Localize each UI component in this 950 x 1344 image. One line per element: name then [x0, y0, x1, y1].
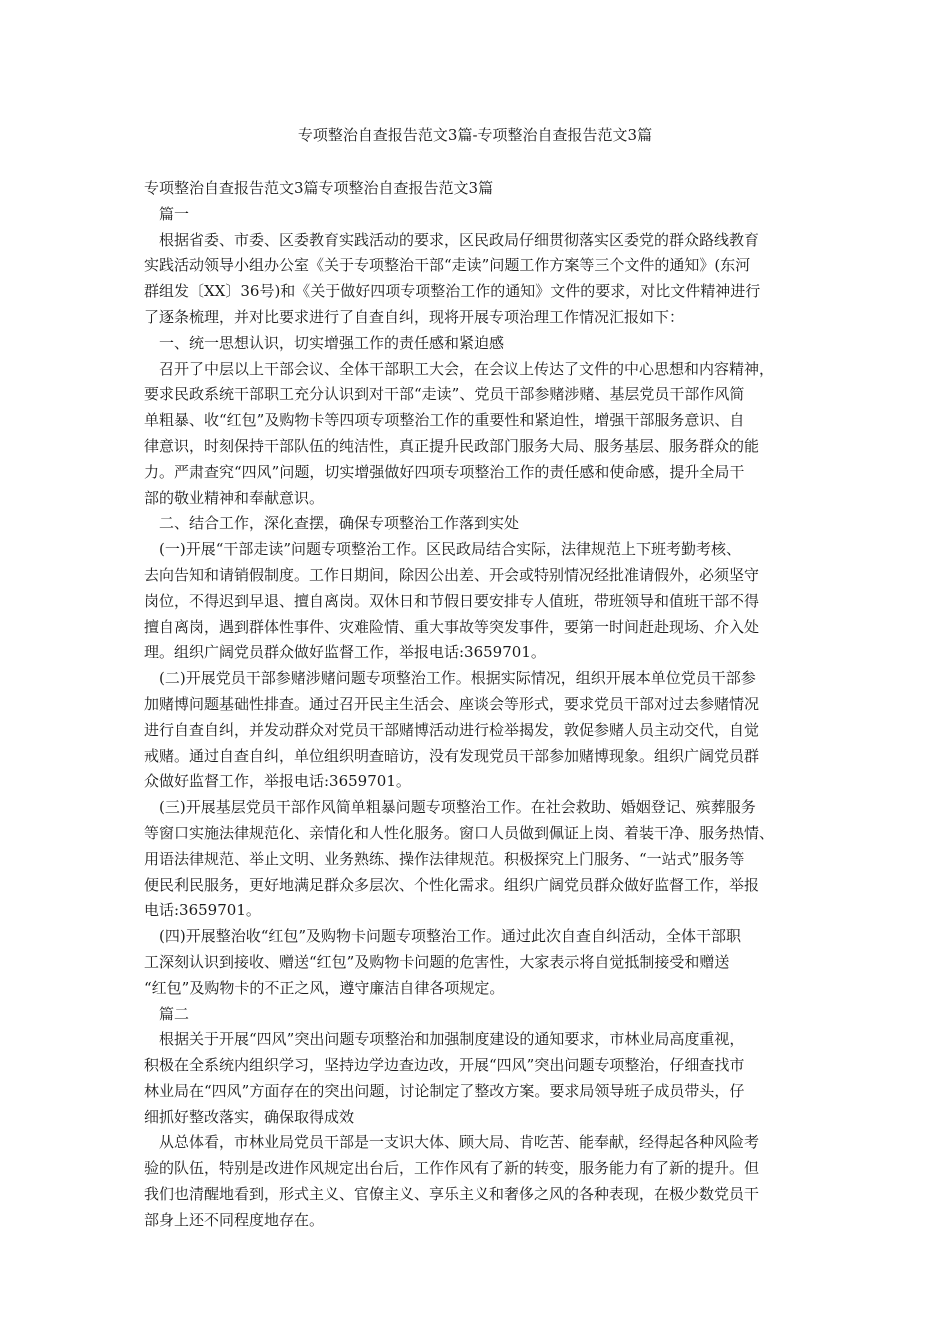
- text-line: 单粗暴、收“红包”及购物卡等四项专项整治工作的重要性和紧迫性，增强干部服务意识、自: [144, 411, 745, 430]
- text-line: 验的队伍，特别是改进作风规定出台后，工作作风有了新的转变，服务能力有了新的提升。但: [144, 1159, 760, 1178]
- text-line: 便民利民服务，更好地满足群众多层次、个性化需求。组织广阔党员群众做好监督工作，举报: [144, 875, 760, 894]
- text-line: 部的敬业精神和奉献意识。: [144, 488, 325, 507]
- text-line: 工深刻认识到接收、赠送“红包”及购物卡问题的危害性，大家表示将自觉抵制接受和赠送: [144, 952, 730, 971]
- text-line: 戒赌。通过自查自纠，单位组织明查暗访，没有发现党员干部参加赌博现象。组织广阔党员群: [144, 746, 760, 765]
- text-line: 律意识，时刻保持干部队伍的纯洁性，真正提升民政部门服务大局、服务基层、服务群众的能: [144, 436, 760, 455]
- text-line: 群组发〔XX〕36号)和《关于做好四项专项整治工作的通知》文件的要求，对比文件精神进行: [144, 282, 761, 301]
- text-line: 进行自查自纠，并发动群众对党员干部赌博活动进行检举揭发，敦促参赌人员主动交代，自觉: [144, 720, 760, 739]
- text-line: (三)开展基层党员干部作风简单粗暴问题专项整治工作。在社会救助、婚姻登记、殡葬服务: [144, 798, 756, 817]
- text-line: 我们也清醒地看到，形式主义、官僚主义、享乐主义和奢侈之风的各种表现，在极少数党员干: [144, 1185, 760, 1204]
- text-line: 理。组织广阔党员群众做好监督工作，举报电话:3659701。: [144, 643, 546, 662]
- text-line: 从总体看，市林业局党员干部是一支识大体、顾大局、肯吃苦、能奉献，经得起各种风险考: [144, 1133, 760, 1152]
- text-line: “红包”及购物卡的不正之风，遵守廉洁自律各项规定。: [144, 978, 505, 997]
- text-line: 用语法律规范、举止文明、业务熟练、操作法律规范。积极探究上门服务、“一站式”服务等: [144, 849, 745, 868]
- text-line: 积极在全系统内组织学习，坚持边学边查边改，开展“四风”突出问题专项整治，仔细查找市: [144, 1056, 745, 1075]
- text-line: 岗位，不得迟到早退、擅自离岗。双休日和节假日要安排专人值班，带班领导和值班干部不得: [144, 591, 760, 610]
- text-line: 去向告知和请销假制度。工作日期间，除因公出差、开会或特别情况经批准请假外，必须坚守: [144, 565, 760, 584]
- text-line: 电话:3659701。: [144, 901, 261, 920]
- text-line: 了逐条梳理，并对比要求进行了自查自纠，现将开展专项治理工作情况汇报如下：: [144, 307, 685, 326]
- text-line: 根据关于开展“四风”突出问题专项整治和加强制度建设的通知要求，市林业局高度重视，: [144, 1030, 745, 1049]
- text-line: (四)开展整治收“红包”及购物卡问题专项整治工作。通过此次自查自纠活动，全体干部职: [144, 927, 742, 946]
- section-heading: 篇一: [144, 204, 190, 223]
- text-line: 实践活动领导小组办公室《关于专项整治干部“走读”问题工作方案等三个文件的通知》(东河: [144, 256, 751, 275]
- document-body: [144, 176, 810, 1234]
- subheading-line: 一、统一思想认识，切实增强工作的责任感和紧迫感: [144, 333, 505, 352]
- text-line: 召开了中层以上干部会议、全体干部职工大会，在会议上传达了文件的中心思想和内容精神，: [144, 359, 775, 378]
- text-line: 力。严肃查究“四风”问题，切实增强做好四项专项整治工作的责任感和使命感，提升全局干: [144, 462, 745, 481]
- section-heading: 篇二: [144, 1004, 190, 1023]
- text-line: 细抓好整改落实，确保取得成效: [144, 1107, 355, 1126]
- text-line: (二)开展党员干部参赌涉赌问题专项整治工作。根据实际情况，组织开展本单位党员干部参: [144, 669, 756, 688]
- text-line: 要求民政系统干部职工充分认识到对干部“走读”、党员干部参赌涉赌、基层党员干部作风简: [144, 385, 745, 404]
- text-line: 部身上还不同程度地存在。: [144, 1210, 325, 1229]
- subtitle-line: 专项整治自查报告范文3篇专项整治自查报告范文3篇: [144, 179, 494, 197]
- text-line: 林业局在“四风”方面存在的突出问题，讨论制定了整改方案。要求局领导班子成员带头，仔: [144, 1081, 745, 1100]
- subheading-line: 二、结合工作，深化查摆，确保专项整治工作落到实处: [144, 514, 520, 533]
- text-line: 擅自离岗，遇到群体性事件、灾难险情、重大事故等突发事件，要第一时间赶赴现场、介入处: [144, 617, 760, 636]
- text-line: 众做好监督工作，举报电话:3659701。: [144, 772, 411, 791]
- text-line: 等窗口实施法律规范化、亲情化和人性化服务。窗口人员做到佩证上岗、着装干净、服务热情、: [144, 823, 775, 842]
- text-line: 加赌博问题基础性排查。通过召开民主生活会、座谈会等形式，要求党员干部对过去参赌情况: [144, 694, 760, 713]
- text-line: (一)开展“干部走读”问题专项整治工作。区民政局结合实际，法律规范上下班考勤考核、: [144, 540, 742, 559]
- text-line: 根据省委、市委、区委教育实践活动的要求，区民政局仔细贯彻落实区委党的群众路线教育: [144, 230, 760, 249]
- document-title: 专项整治自查报告范文3篇-专项整治自查报告范文3篇: [297, 126, 653, 144]
